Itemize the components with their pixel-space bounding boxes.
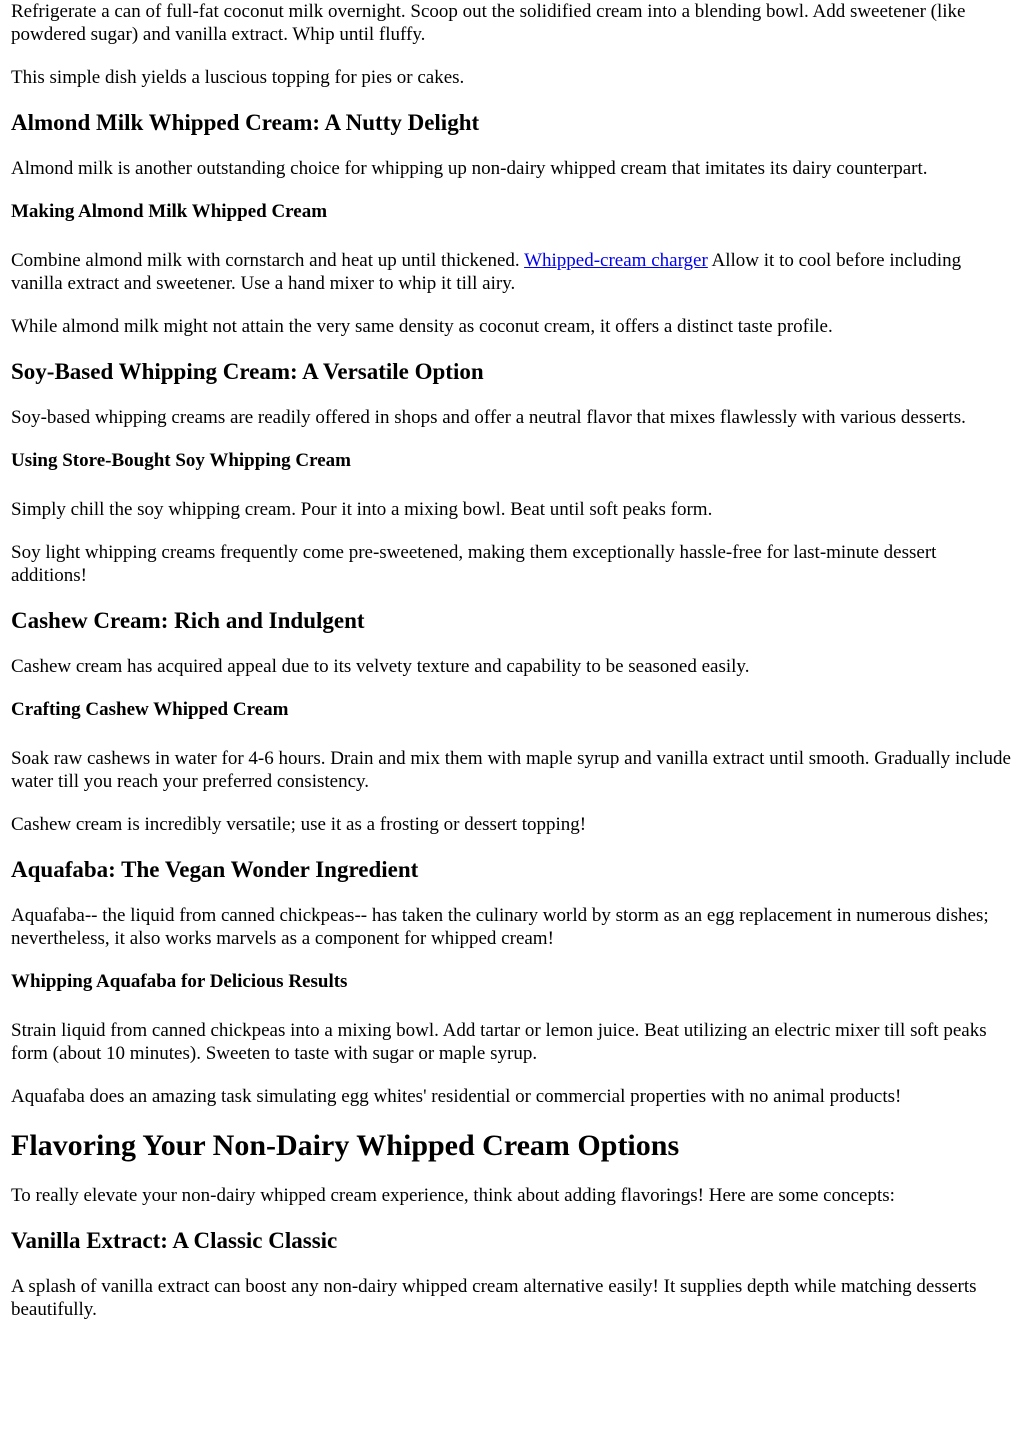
subheading-whipping-aquafaba: Whipping Aquafaba for Delicious Results — [11, 971, 348, 992]
paragraph-coconut-yield: This simple dish yields a luscious topping for pies or cakes. — [11, 67, 465, 88]
subheading-using-soy: Using Store-Bought Soy Whipping Cream — [11, 450, 351, 471]
paragraph-cashew-intro: Cashew cream has acquired appeal due to its velvety texture and capability to be seasoned easily. — [11, 656, 750, 677]
paragraph-coconut-steps: Refrigerate a can of full-fat coconut milk overnight. Scoop out the solidified cream into a blending bowl. Add sweetener (like powdered sugar) and vanilla extract. Whip until fluffy. — [11, 1, 966, 45]
paragraph-flavoring-intro: To really elevate your non-dairy whipped cream experience, think about adding flavorings! Here are some concepts: — [11, 1185, 895, 1206]
almond-steps-text-after: Allow it to cool before including vanilla extract and sweetener. Use a hand mixer to whip it till airy. — [11, 250, 962, 294]
paragraph-almond-note: While almond milk might not attain the very same density as coconut cream, it offers a distinct taste profile. — [11, 316, 833, 337]
paragraph-soy-note: Soy light whipping creams frequently come pre-sweetened, making them exceptionally hassle-free for last-minute dessert additions! — [11, 542, 937, 586]
subheading-making-almond: Making Almond Milk Whipped Cream — [11, 201, 328, 222]
subheading-crafting-cashew: Crafting Cashew Whipped Cream — [11, 699, 289, 720]
paragraph-aquafaba-note: Aquafaba does an amazing task simulating egg whites' residential or commercial properties with no animal products! — [11, 1086, 902, 1107]
whipped-cream-charger-link[interactable]: Whipped-cream charger — [524, 250, 708, 271]
heading-aquafaba: Aquafaba: The Vegan Wonder Ingredient — [11, 857, 419, 882]
paragraph-almond-steps — [11, 249, 1014, 295]
paragraph-vanilla: A splash of vanilla extract can boost any non-dairy whipped cream alternative easily! It supplies depth while matching desserts beautifully. — [11, 1276, 977, 1320]
heading-almond-milk: Almond Milk Whipped Cream: A Nutty Delight — [11, 110, 480, 135]
paragraph-aquafaba-intro: Aquafaba-- the liquid from canned chickpeas-- has taken the culinary world by storm as an egg replacement in numerous dishes; nevertheless, it also works marvels as a component for whipped cream! — [11, 905, 989, 949]
paragraph-soy-intro: Soy-based whipping creams are readily offered in shops and offer a neutral flavor that mixes flawlessly with various desserts. — [11, 407, 966, 428]
paragraph-cashew-steps: Soak raw cashews in water for 4-6 hours. Drain and mix them with maple syrup and vanilla extract until smooth. Gradually include water till you reach your preferred consistency. — [11, 748, 1011, 792]
heading-flavoring: Flavoring Your Non-Dairy Whipped Cream Options — [11, 1129, 680, 1162]
paragraph-almond-intro: Almond milk is another outstanding choice for whipping up non-dairy whipped cream that imitates its dairy counterpart. — [11, 158, 928, 179]
heading-cashew: Cashew Cream: Rich and Indulgent — [11, 608, 365, 633]
paragraph-soy-steps: Simply chill the soy whipping cream. Pour it into a mixing bowl. Beat until soft peaks form. — [11, 499, 713, 520]
heading-vanilla-extract: Vanilla Extract: A Classic Classic — [11, 1228, 338, 1253]
paragraph-cashew-note: Cashew cream is incredibly versatile; use it as a frosting or dessert topping! — [11, 814, 587, 835]
almond-steps-text-before: Combine almond milk with cornstarch and heat up until thickened. — [11, 250, 525, 271]
paragraph-aquafaba-steps: Strain liquid from canned chickpeas into a mixing bowl. Add tartar or lemon juice. Beat utilizing an electric mixer till soft peaks form (about 10 minutes). Sweeten to taste with sugar or maple syrup. — [11, 1020, 987, 1064]
heading-soy: Soy-Based Whipping Cream: A Versatile Option — [11, 359, 484, 384]
